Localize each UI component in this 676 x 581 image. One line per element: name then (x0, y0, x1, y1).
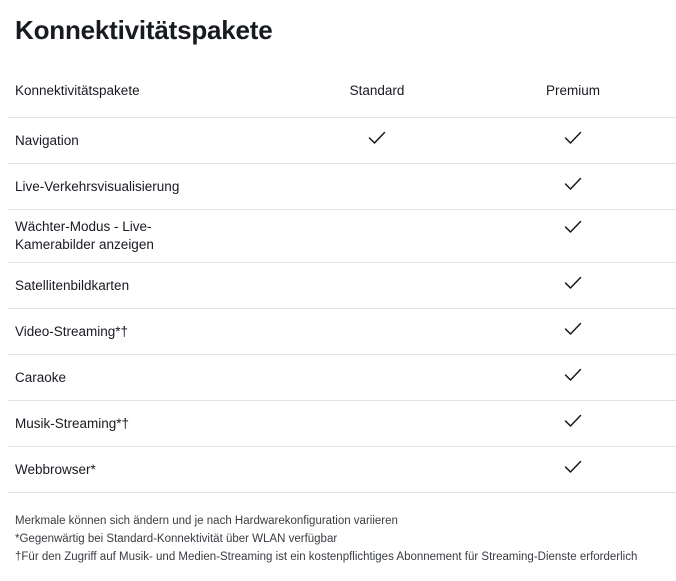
checkmark-icon (564, 177, 582, 191)
feature-label: Wächter-Modus - Live-Kamerabilder anzeigen (15, 219, 154, 252)
footnote: Merkmale können sich ändern und je nach Hardwarekonfiguration variieren (15, 515, 398, 527)
footnotes (15, 512, 668, 566)
feature-label: Caraoke (15, 369, 67, 385)
feature-label: Navigation (15, 132, 79, 148)
table-row (8, 210, 676, 263)
premium-cell (450, 328, 676, 336)
header-feature: Konnektivitätspakete (15, 83, 140, 98)
table-row (8, 164, 676, 210)
header-standard: Standard (349, 83, 405, 98)
feature-label: Satellitenbildkarten (15, 277, 130, 293)
page-title: Konnektivitätspakete (15, 15, 273, 45)
checkmark-icon (564, 322, 582, 336)
checkmark-icon (564, 220, 582, 234)
header-premium: Premium (545, 83, 600, 98)
checkmark-icon (564, 276, 582, 290)
premium-cell (450, 282, 676, 290)
standard-cell (240, 137, 450, 145)
checkmark-icon (564, 460, 582, 474)
feature-label: Webbrowser* (15, 461, 96, 477)
premium-cell (450, 374, 676, 382)
table-row (8, 401, 676, 447)
footnote: †Für den Zugriff auf Musik- und Medien-Streaming ist ein kostenpflichtiges Abonnement für Streaming-Dienste erforderlich (15, 551, 638, 563)
table-row (8, 263, 676, 309)
table-header-row (8, 80, 676, 118)
checkmark-icon (368, 131, 386, 145)
feature-label: Video-Streaming*† (15, 323, 129, 339)
table-row (8, 355, 676, 401)
checkmark-icon (564, 368, 582, 382)
premium-cell (450, 183, 676, 191)
table-row (8, 309, 676, 355)
comparison-table (8, 80, 676, 493)
feature-label: Musik-Streaming*† (15, 415, 130, 431)
premium-cell (450, 137, 676, 145)
checkmark-icon (564, 131, 582, 145)
table-row (8, 118, 676, 164)
premium-cell (450, 466, 676, 474)
feature-label: Live-Verkehrsvisualisierung (15, 178, 180, 194)
checkmark-icon (564, 414, 582, 428)
footnote: *Gegenwärtig bei Standard-Konnektivität über WLAN verfügbar (15, 533, 338, 545)
premium-cell (450, 420, 676, 428)
table-row (8, 447, 676, 493)
